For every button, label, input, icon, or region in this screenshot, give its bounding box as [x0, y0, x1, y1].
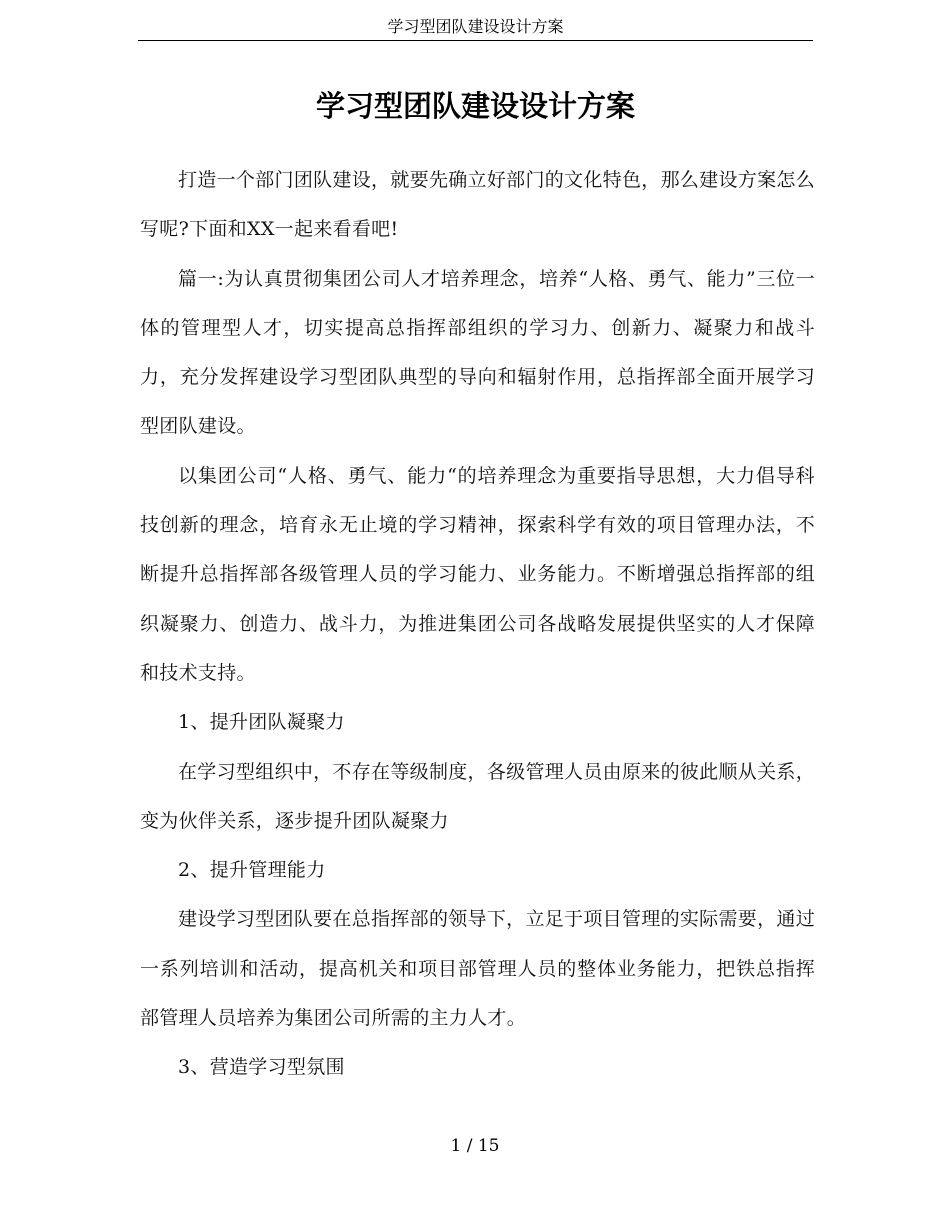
heading-management-ability: 2、提升管理能力	[178, 859, 326, 882]
page-number: 1 / 15	[450, 1136, 500, 1156]
paragraph-guiding-idea: 以集团公司“人格、勇气、能力“的培养理念为重要指导思想，大力倡导科技创新的理念，培育永无止境的学习精神，探索科学有效的项目管理办法，不断提升总指挥部各级管理人员的学习能力、业务能力。不断增强总指挥部的组织凝聚力、创造力、战斗力，为推进集团公司各战略发展提供坚实的人才保障和技术支持。	[140, 464, 815, 684]
heading-team-cohesion: 1、提升团队凝聚力	[178, 711, 345, 734]
document-title: 学习型团队建设设计方案	[315, 89, 635, 123]
heading-learning-atmosphere: 3、营造学习型氛围	[178, 1056, 345, 1079]
paragraph-management-ability: 建设学习型团队要在总指挥部的领导下，立足于项目管理的实际需要，通过一系列培训和活动，提高机关和项目部管理人员的整体业务能力，把铁总指挥部管理人员培养为集团公司所需的主力人才。	[140, 908, 815, 1030]
header-divider	[138, 40, 813, 41]
running-header: 学习型团队建设设计方案	[387, 17, 564, 36]
paragraph-section-one: 篇一:为认真贯彻集团公司人才培养理念，培养“人格、勇气、能力”三位一体的管理型人才，切实提高总指挥部组织的学习力、创新力、凝聚力和战斗力，充分发挥建设学习型团队典型的导向和辐射作用，总指挥部全面开展学习型团队建设。	[140, 267, 815, 438]
document-body	[140, 156, 815, 1093]
paragraph-intro: 打造一个部门团队建设，就要先确立好部门的文化特色，那么建设方案怎么写呢?下面和XX一起来看看吧!	[140, 169, 815, 241]
paragraph-team-cohesion: 在学习型组织中，不存在等级制度，各级管理人员由原来的彼此顺从关系，变为伙伴关系，逐步提升团队凝聚力	[140, 760, 815, 832]
